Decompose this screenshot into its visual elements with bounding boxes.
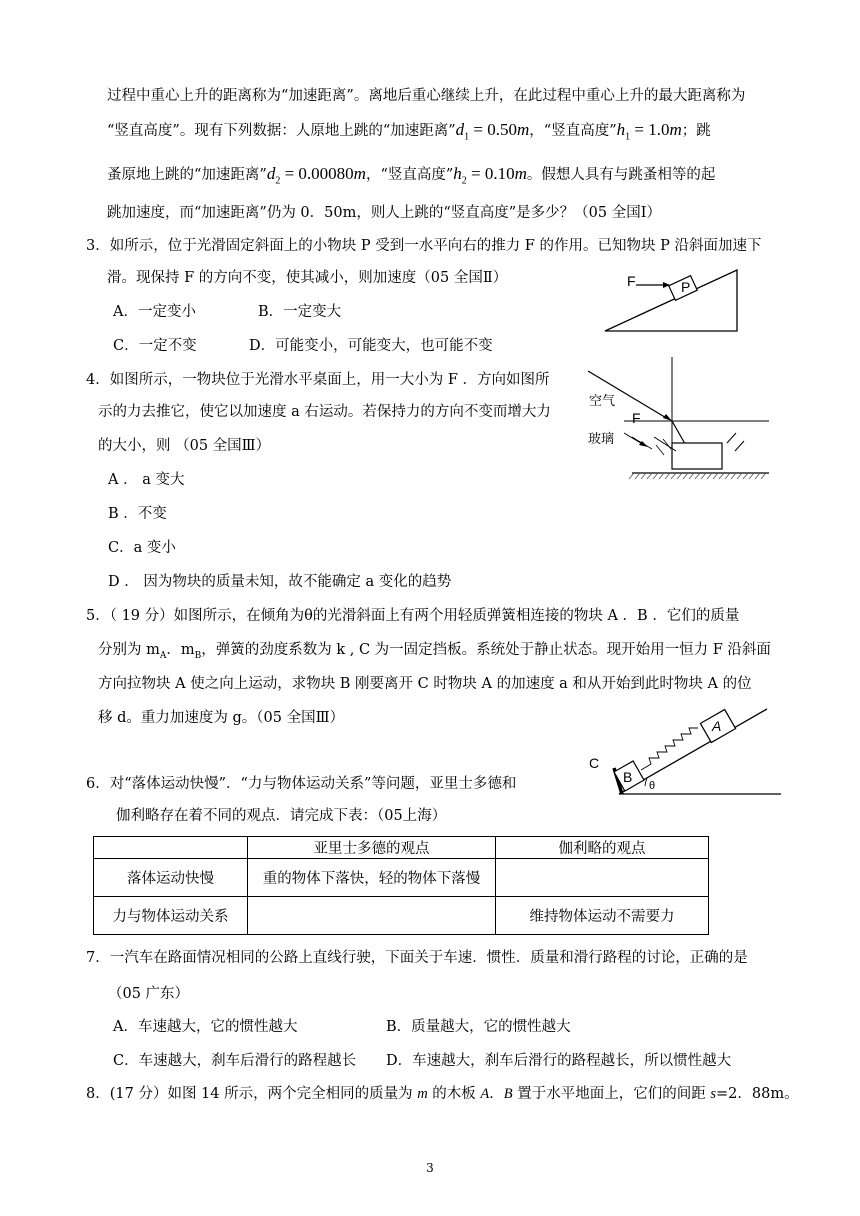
q4-line-3: 的大小，则 （05 全国Ⅲ）	[98, 438, 271, 454]
q2-text: ；跳	[681, 123, 711, 139]
plate-c-label: C	[589, 755, 600, 771]
q7-line-2: （05 广东）	[108, 986, 190, 1002]
q3-option-c: C．一定不变	[113, 338, 197, 354]
table-header-row	[94, 837, 709, 859]
q2-text: “竖直高度”。现有下列数据：人原地上跳的“加速距离”	[107, 123, 456, 139]
formula-d1: $d_1 = 0.50m$	[455, 120, 530, 143]
block-b-label: B	[623, 769, 633, 785]
comparison-table	[93, 836, 709, 935]
q4-option-a: A ． a 变大	[108, 472, 185, 488]
q7-option-c: C．车速越大，刹车后滑行的路程越长	[113, 1053, 357, 1069]
formula-h1: $h_1 = 1.0m$	[616, 120, 682, 143]
q3-line-1: 3．如所示，位于光滑固定斜面上的小物块 P 受到一水平向右的推力 F 的作用。已知物块 P 沿斜面加速下	[86, 238, 762, 254]
q4-line-2: 示的力去推它，使它以加速度 a 右运动。若保持力的方向不变而增大力	[98, 404, 551, 420]
q4-line-1: 4．如图所示，一物块位于光滑水平桌面上，用一大小为 F ．方向如图所	[86, 372, 550, 388]
q7-option-d: D．车速越大，刹车后滑行的路程越长，所以惯性越大	[386, 1053, 732, 1069]
q2-text: ，“竖直高度”	[529, 123, 617, 139]
q7-line-1: 7．一汽车在路面情况相同的公路上直线行驶，下面关于车速．惯性．质量和滑行路程的讨论，正确的是	[86, 950, 748, 966]
q2-line-4: 跳加速度，而“加速距离”仍为 0．50m，则人上跳的“竖直高度”是多少？（05 全国Ⅰ）	[107, 205, 661, 221]
table-cell: 重的物体下落快，轻的物体下落慢	[248, 859, 496, 897]
q5-spring-incline-figure	[585, 700, 785, 800]
header-cell: 亚里士多德的观点	[248, 837, 496, 859]
header-cell	[94, 837, 248, 859]
q4-option-c: C．a 变小	[108, 540, 176, 556]
force-f-label: F	[632, 410, 641, 426]
air-label: 空气	[589, 393, 616, 408]
formula-d2: $d_2 = 0.00080m$	[266, 164, 366, 187]
q6-line-2: 伽利略存在着不同的观点．请完成下表：（05上海）	[116, 808, 447, 824]
table-row	[94, 859, 709, 897]
table-cell	[496, 859, 709, 897]
block-a-label: A	[712, 718, 722, 734]
force-f-label: F	[627, 273, 636, 289]
q3-option-b: B．一定变大	[258, 304, 342, 320]
q5-line-4: 移 d。重力加速度为 g。（05 全国Ⅲ）	[98, 710, 345, 726]
q4-option-b: B ．不变	[108, 506, 167, 522]
header-cell: 伽利略的观点	[496, 837, 709, 859]
page-number: 3	[426, 1161, 434, 1175]
q3-option-d: D．可能变小，可能变大，也可能不变	[249, 338, 493, 354]
q5-line-1: 5．（ 19 分）如图所示，在倾角为θ的光滑斜面上有两个用轻质弹簧相连接的物块 A ．B ．它们的质量	[86, 608, 740, 624]
q2-line-2	[107, 120, 711, 147]
table-cell: 维持物体运动不需要力	[496, 897, 709, 935]
table-cell: 落体运动快慢	[94, 859, 248, 897]
q3-line-2: 滑。现保持 F 的方向不变，使其减小，则加速度（05 全国Ⅱ）	[107, 270, 508, 286]
q4-option-d: D ． 因为物块的质量未知，故不能确定 a 变化的趋势	[108, 574, 452, 590]
q3-incline-figure	[600, 265, 745, 337]
table-cell: 力与物体运动关系	[94, 897, 248, 935]
q5-line-3: 方向拉物块 A 使之向上运动，求物块 B 刚要离开 C 时物块 A 的加速度 a 和从开始到此时物块 A 的位	[98, 676, 752, 692]
table-cell	[248, 897, 496, 935]
q3-option-a: A．一定变小	[113, 304, 196, 320]
q6-line-1: 6．对“落体运动快慢”．“力与物体运动关系”等问题，亚里士多德和	[86, 776, 517, 792]
q2-line-1: 过程中重心上升的距离称为“加速距离”。离地后重心继续上升，在此过程中重心上升的最大距离称为	[107, 88, 746, 104]
table-row	[94, 897, 709, 935]
formula-h2: $h_2 = 0.10m$	[453, 164, 527, 187]
theta-label: θ	[649, 780, 656, 792]
q7-option-a: A．车速越大，它的惯性越大	[113, 1019, 298, 1035]
q8-line-1: 8．(17 分）如图 14 所示，两个完全相同的质量为 m 的木板 A．B 置于水平地面上，它们的间距 s=2．88m。	[86, 1086, 799, 1102]
block-p-label: P	[681, 279, 691, 295]
q2-line-3: 蚤原地上跳的“加速距离$”d_2 = 0.00080m$，“竖直高度$”h_2 = 0.10m$。假想人具有与跳蚤相等的起	[107, 164, 716, 187]
q4-refraction-figure	[584, 355, 774, 485]
q5-line-2: 分别为 $m_A$．$m_B$，弹簧的劲度系数为 k , C 为一固定挡板。系统处于静止状态。现开始用一恒力 F 沿斜面	[98, 642, 771, 661]
glass-label: 玻璃	[588, 431, 615, 446]
q7-option-b: B．质量越大，它的惯性越大	[386, 1019, 571, 1035]
